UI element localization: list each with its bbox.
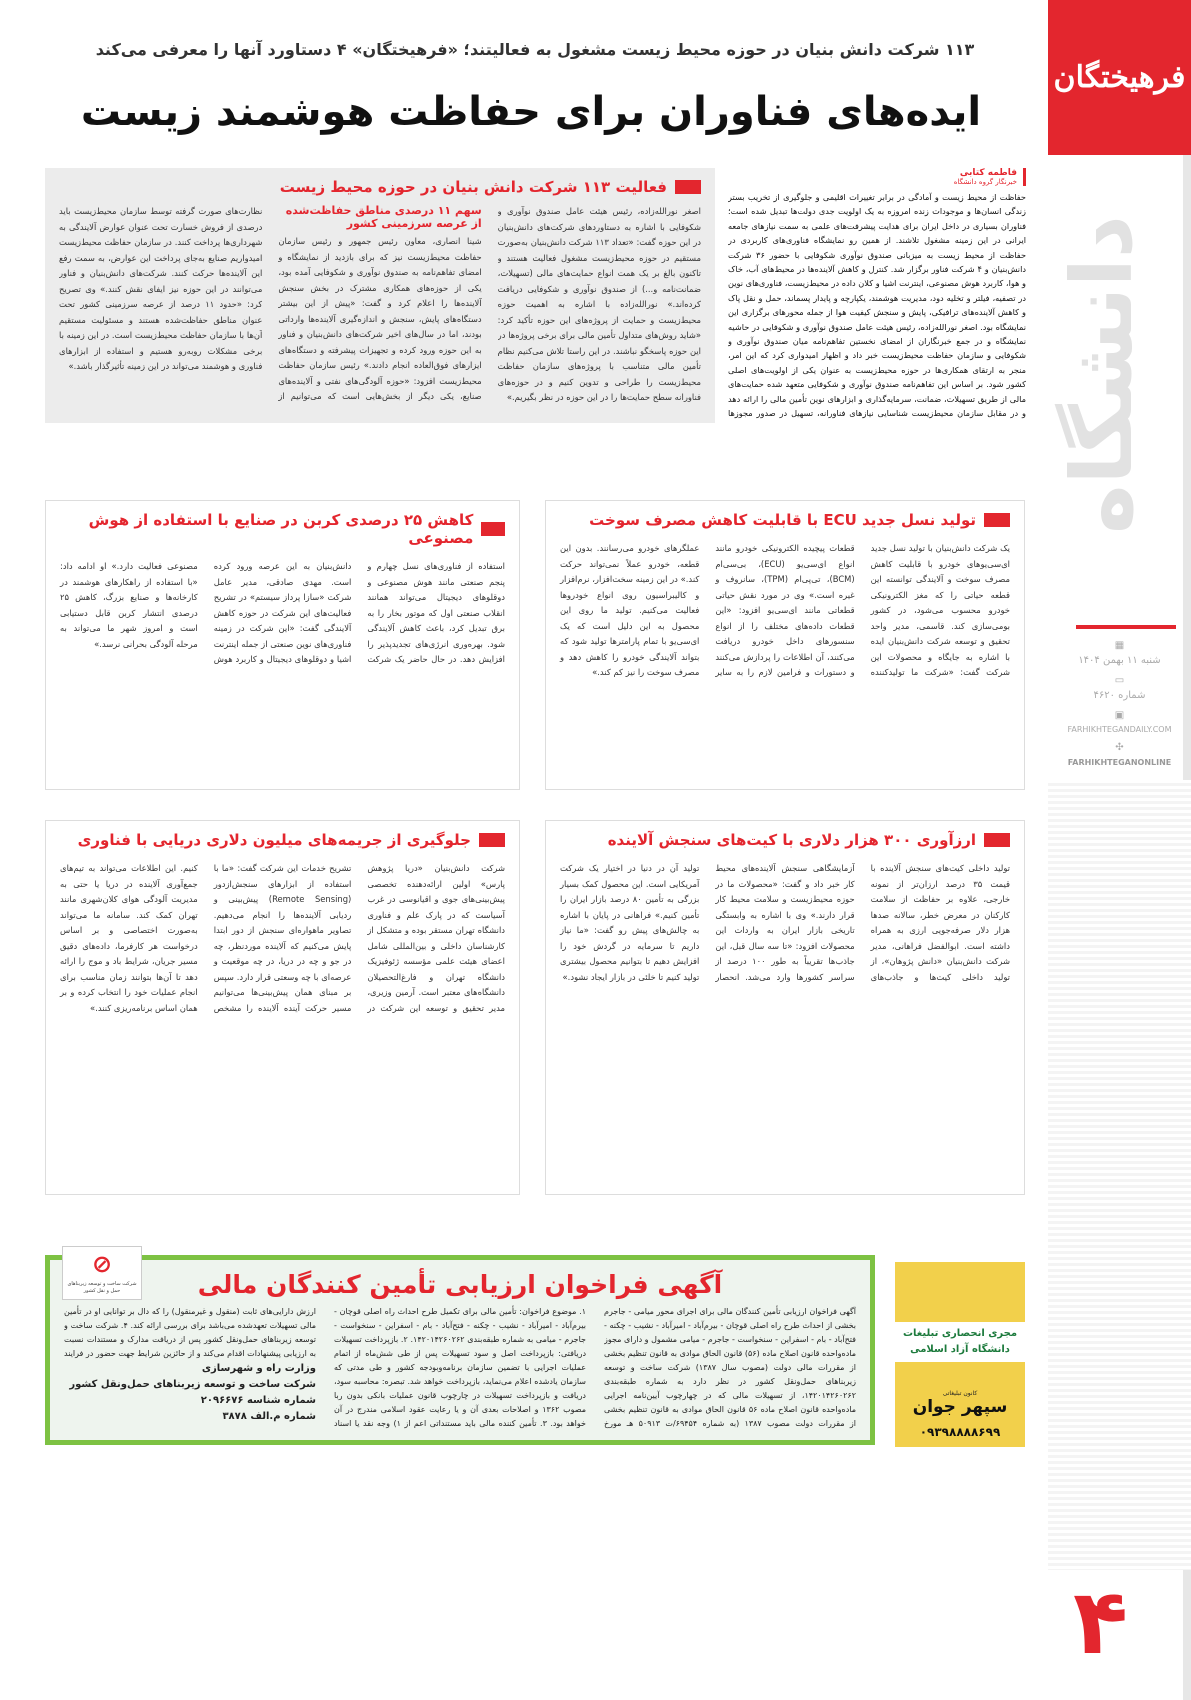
article-carbon xyxy=(45,500,520,790)
divider xyxy=(1076,625,1176,629)
agency-brand: سپهر جوان xyxy=(912,1397,1008,1417)
title-marker xyxy=(984,513,1010,527)
newspaper-logo: فرهیختگان xyxy=(1048,0,1191,155)
subtitle: ۱۱۳ شرکت دانش بنیان در حوزه محیط زیست مشغول به فعالیتند؛ «فرهیختگان» ۴ دستاورد آنها را معرفی می‌کند xyxy=(95,40,975,59)
website-link[interactable]: FARHIKHTEGANDAILY.COM xyxy=(1067,725,1172,734)
title-marker xyxy=(481,522,505,536)
headline: ایده‌های فناوران برای حفاظت هوشمند زیست xyxy=(80,89,982,135)
section-title: دانشگاه xyxy=(1053,215,1151,535)
article-text: استفاده از فناوری‌های نسل چهارم و پنجم صنعتی مانند هوش مصنوعی و دوقلوهای دیجیتال می‌تواند همانند انقلاب صنعتی اول که موتور بخار را به برق تبدیل کرد، باعث کاهش آلایندگی شود. بهره‌وری انرژی‌های تجدیدپذیر را افزایش دهد. در حال حاضر یک شرکت دانش‌بنیان به این عرصه ورود کرده است. مهدی صادقی، مدیر عامل شرکت «سازا پرداز سیستم» در تشریح فعالیت‌های این شرکت در حوزه کاهش آلایندگی گفت: «این شرکت در زمینه فناوری‌های نوین صنعتی از جمله اینترنت اشیا و دوقلوهای دیجیتال و کاربرد هوش مصنوعی فعالیت دارد.» او ادامه داد: «با استفاده از راهکارهای هوشمند در کارخانه‌ها و صنایع بزرگ، کاهش ۲۵ درصدی انتشار کربن قابل دستیابی است و امروز شهر ما می‌تواند به مرحله آلودگی بحرانی نرسد.» xyxy=(60,561,505,664)
agency-panel xyxy=(895,1262,1025,1447)
issue-date: شنبه ۱۱ بهمن ۱۴۰۴ xyxy=(1078,655,1161,666)
title-marker xyxy=(479,833,505,847)
feature-col-3: نظارت‌های صورت گرفته توسط سازمان محیط‌زیست باید درصدی از فروش خسارت تحت عنوان عوارض آلایندگی به شهرداری‌ها پرداخت کنند. در سازمان حفاظت محیط‌زیست امیدواریم صنایع به‌جای پرداخت این عوارض، به سمت رفع این آلاینده‌ها حرکت کنند. شرکت‌های دانش‌بنیان و فناور می‌توانند در این حوزه نیز ایفای نقش کنند.» وی تصریح کرد: «حدود ۱۱ درصد از عرصه سرزمینی کشور تحت عنوان مناطق حفاظت‌شده هستند و مسئولیت مستقیم آن‌ها با سازمان حفاظت محیط‌زیست است. در این زمینه با برخی مشکلات روبه‌رو هستیم و استفاده از ابزارهای فناوری و هوشمند می‌تواند در این زمینه تأثیرگذار باشد.» xyxy=(59,206,263,371)
web-icon: ▣ xyxy=(1114,710,1125,721)
company-logo: ⊘ شرکت ساخت و توسعه زیربناهای حمل و نقل کشور xyxy=(62,1246,142,1300)
calendar-icon: ▦ xyxy=(1114,640,1125,651)
social-handle[interactable]: FARHIKHTEGANONLINE xyxy=(1067,758,1172,767)
ad-signature-4: شماره م.الف ۳۸۷۸ xyxy=(222,1411,316,1422)
agency-line-2: دانشگاه آزاد اسلامی xyxy=(910,1344,1010,1355)
page-number: ۴ xyxy=(1073,1570,1128,1675)
feature-subhead: سهم ۱۱ درصدی مناطق حفاظت‌شده از عرصه سرزمینی کشور xyxy=(285,204,482,230)
lead-article xyxy=(728,168,1026,428)
masthead-sidebar xyxy=(1048,0,1191,1700)
article-title: تولید نسل جدید ECU با قابلیت کاهش مصرف سوخت xyxy=(589,511,976,529)
issue-number: شماره ۴۶۲۰ xyxy=(1093,690,1146,701)
ad-title: آگهی فراخوان ارزیابی تأمین کنندگان مالی xyxy=(197,1270,723,1299)
ad-signature-3: شماره شناسه ۲۰۹۶۶۷۶ xyxy=(200,1395,316,1406)
article-sensor-kits xyxy=(545,820,1025,1195)
feature-box xyxy=(45,168,715,423)
article-text: یک شرکت دانش‌بنیان با تولید نسل جدید ای‌سی‌یو‌های خودرو با قابلیت کاهش مصرف سوخت و آلایندگی توانسته این قطعه حیاتی را که مغز الکترونیکی خودرو محسوب می‌شود، در کشور بومی‌سازی کند. قاسمی، مدیر واحد تحقیق و توسعه شرکت دانش‌بنیان ایده با اشاره به جایگاه و محصولات این شرکت گفت: «شرکت ما تولیدکننده قطعات پیچیده الکترونیکی خودرو مانند انواع ای‌سی‌یو (ECU)، بی‌سی‌ام (BCM)، تی‌پی‌ام (TPM)، سانروف و غیره است.» وی در مورد نقش حیاتی قطعاتی مانند ای‌سی‌یو افزود: «این قطعات داده‌های مختلف را از انواع سنسورهای داخل خودرو دریافت می‌کنند، آن اطلاعات را پردازش می‌کنند و دستورات و فرامین لازم را به سایر عملگرهای خودرو می‌رسانند. بدون این قطعه، خودرو عملاً نمی‌تواند حرکت کند.» در این زمینه سخت‌افزار، نرم‌افزار و کالیبراسیون روی انواع خودروها فعالیت می‌کنیم. تولید ما روی این محصول به این دلیل است که یک ای‌سی‌یو با تمام پارامترها تولید شود که بتواند آلایندگی خودرو را کاهش دهد و مصرف سوخت را نیز کم کند.» xyxy=(560,543,1010,677)
feature-title: فعالیت ۱۱۳ شرکت دانش بنیان در حوزه محیط زیست xyxy=(45,168,715,204)
article-ecu xyxy=(545,500,1025,790)
ad-col-1: آگهی فراخوان ارزیابی تأمین کنندگان مالی برای اجرای محور میامی - جاجرم بخشی از احداث طرح راه اصلی قوچان - بیرم‌آباد - امیرآباد - نشیب - چکنه - فتح‌آباد - بام - اسفراین - سنخواست - جاجرم - میامی مشمول و دارای مجوز ماده‌واحده قانون اصلاح ماده (۵۶) قانون الحاق موادی به قانون تنظیم بخشی از مقررات مالی دولت (مصوب سال ۱۳۸۷) شرکت ساخت و توسعه زیربناهای حمل‌ونقل کشور در نظر دارد به شماره طبقه‌بندی ۱۴۲۰۱۴۲۶۰۲۶۲، از تسهیلات مالی که در چهارچوب آیین‌نامه اجرایی ماده‌واحده قانون اصلاح ماده ۵۶ قانون الحاق موادی به قانون تنظیم بخشی از مقررات دولت مصوب ۱۳۸۷ (به شماره ۶۹۴۵۴/ت ۵۰۹۱۳ هـ مورخ xyxy=(604,1307,856,1428)
article-title: جلوگیری از جریمه‌های میلیون دلاری دریایی با فناوری xyxy=(77,831,471,849)
author-name: فاطمه کتابی xyxy=(959,168,1017,178)
article-marine xyxy=(45,820,520,1195)
issue-icon: ▭ xyxy=(1114,675,1125,686)
ad-col-2: ۱. موضوع فراخوان: تأمین مالی برای تکمیل طرح احداث راه اصلی قوچان - بیرم‌آباد - امیرآباد - نشیب - چکنه - فتح‌آباد - بام - اسفراین - سنخواست - جاجرم - میامی به شماره طبقه‌بندی ۱۴۲۰۱۴۲۶۰۲۶۲. ۲. بازپرداخت تسهیلات دریافتی: بازپرداخت اصل و سود تسهیلات پس از طی شش‌ماه از اتمام عملیات اجرایی با تضمین سازمان برنامه‌وبودجه کشور و طی مدتی که سازمان یادشده اعلام می‌نماید، بازپرداخت خواهد شد. تبصره: محاسبه سود، دریافت و بازپرداخت تسهیلات در چارچوب قانون عملیات بانکی بدون ربا مصوب ۱۳۶۲ و اصلاحات بعدی آن و یا رعایت عقود اسلامی مندرج در آن خواهد بود. ۳. تأمین کننده مالی باید مستنداتی اعم از ۱) وجه نقد یا اسناد xyxy=(334,1307,586,1428)
ad-col-3: ارزش دارایی‌های ثابت (منقول و غیرمنقول) را که دال بر توانایی او در تأمین مالی تسهیلات تعهدشده می‌باشد برای بررسی ارائه کند. ۴. شرکت ساخت و توسعه زیربناهای حمل‌ونقل کشور پس از دریافت مدارک و مستندات نسبت به ارزیابی پیشنهادات اقدام می‌کند و از حائزین شرایط جهت حضور در فرایند وزارت راه و شهرسازی شرکت ساخت و توسعه زیربناهای حمل‌ونقل کشور شماره شناسه ۲۰۹۶۶۷۶ شماره م.الف ۳۸۷۸ xyxy=(64,1305,316,1431)
ad-notice xyxy=(45,1250,875,1445)
title-marker xyxy=(675,180,701,194)
article-title: کاهش ۲۵ درصدی کربن در صنایع با استفاده از هوش مصنوعی xyxy=(88,511,474,547)
feature-col-2: سهم ۱۱ درصدی مناطق حفاظت‌شده از عرصه سرزمینی کشور شینا انصاری، معاون رئیس جمهور و رئیس سازمان حفاظت محیط‌زیست نیز که برای بازدید از نمایشگاه و امضای تفاهم‌نامه به صندوق نوآوری و شکوفایی آمده بود، یکی از حوزه‌های همکاری مشترک در بخش سنجش آلاینده‌ها را اعلام کرد و گفت: «پیش از این بیشتر دستگاه‌های پایش، سنجش و اندازه‌گیری آلاینده‌ها وارداتی بودند، اما در سال‌های اخیر شرکت‌های دانش‌بنیان و فناور به این حوزه ورود کرده و تجهیزات پیشرفته و دستگاه‌های ایزارهای فوق‌العاده انجام دادند.» رئیس سازمان حفاظت محیط‌زیست افزود: «حوزه آلودگی‌های نفتی و آلاینده‌های صنایع، یکی دیگر از بخش‌هایی است که می‌توانیم از xyxy=(278,204,482,401)
ad-signature-1: وزارت راه و شهرسازی xyxy=(201,1363,316,1374)
author-role: خبرنگار گروه دانشگاه xyxy=(953,178,1017,186)
agency-small: کانون تبلیغاتی xyxy=(942,1390,978,1397)
social-icon: ✣ xyxy=(1115,742,1124,753)
decorative-pattern xyxy=(1048,780,1191,1570)
title-marker xyxy=(984,833,1010,847)
lead-text: حفاظت از محیط زیست و آمادگی در برابر تغییرات اقلیمی و جلوگیری از تخریب بستر زندگی انسان‌ها و موجودات زنده امروزه به یک اولویت جدی دولت‌ها تبدیل شده است؛ فناوران بسیاری در داخل ایران برای هدایت پیشرفت‌های علمی به سمت نیازهای جامعه ایرانی در این زمینه مشغول تلاشند. از همین رو نمایشگاه فناوری‌های کاربردی در حفاظت از محیط زیست به میزبانی صندوق نوآوری شکوفایی با حضور ۳۶ شرکت دانش‌بنیان و ۴ شرکت فناور برگزار شد. کنترل و کاهش آلاینده‌ها در محیط‌های آب، خاک و هوا، کاربرد هوش مصنوعی، اینترنت اشیا و کلان داده در محیط‌زیست، فناوری‌های نوین در تصفیه، فیلتر و تخلیه دود، مدیریت هوشمند، یکپارچه و پایدار پسماند، حمل و نقل پاک و کاهش آلاینده‌های ترافیکی، پایش و سنجش کیفیت هوا از جمله محورهای برگزاری این نمایشگاه بود. اصغر نورالله‌زاده، رئیس هیئت عامل صندوق نوآوری و شکوفایی در حاشیه نمایشگاه و در جمع خبرنگاران از امضای نخستین تفاهم‌نامه میان صندوق نوآوری و شکوفایی و سازمان حفاظت محیط‌زیست خبر داد و اظهار امیدواری کرد که این امر، منجر به ارتقای همکاری‌ها در حوزه محیط‌زیست به عنوان یکی از اولویت‌های اصلی کشور شود. بر اساس این تفاهم‌نامه صندوق نوآوری و شکوفایی متعهد شده حمایت‌های مالی از طریق تسهیلات، ضمانت، سرمایه‌گذاری و ابزارهای نوین تأمین مالی را ارائه دهد و در مقابل سازمان محیط‌زیست شناسایی نیازهای فناورانه، تسهیل در صدور مجوزها xyxy=(728,192,1026,419)
feature-col-1: اصغر نورالله‌زاده، رئیس هیئت عامل صندوق نوآوری و شکوفایی با اشاره به دستاوردهای شرکت‌های دانش‌بنیان در این حوزه گفت: «تعداد ۱۱۳ شرکت دانش‌بنیان به‌صورت مستقیم در حوزه محیط‌زیست مشغول فعالیت هستند و تاکنون بالغ بر یک همت انواع حمایت‌های مالی (تسهیلات، ضمانت‌نامه و...) از صندوق نوآوری و شکوفایی دریافت کرده‌اند.» نورالله‌زاده با اشاره به اهمیت حوزه محیط‌زیست و حمایت از پروژه‌های این حوزه تأکید کرد: «شاید روش‌های متداول تأمین مالی برای برخی پروژه‌ها در این حوزه پاسخگو نباشند. در این راستا تلاش می‌کنیم نظام تأمین مالی متناسب با پروژه‌های سازمان حفاظت محیط‌زیست را طراحی و تدوین کنیم و در حوزه‌های فناورانه سطح حمایت‌ها را در این حوزه در نظر بگیریم.» xyxy=(497,206,701,402)
agency-line-1: مجری انحصاری تبلیغات xyxy=(902,1328,1018,1339)
article-text: شرکت دانش‌بنیان «دریا پژوهش پارس» اولین ارائه‌دهنده تخصصی پیش‌بینی‌های جوی و اقیانوسی در غرب آسیاست که در پارک علم و فناوری دانشگاه تهران مستقر بوده و متشکل از کارشناسان داخلی و بین‌المللی شامل اعضای هیئت علمی مؤسسه ژئوفیزیک دانشگاه تهران و فارغ‌التحصیلان دانشگاه‌های معتبر است. آرمین وزیری، مدیر تحقیق و توسعه این شرکت در تشریح خدمات این شرکت گفت: «ما با استفاده از ابزارهای سنجش‌از‌دور (Remote Sensing) پیش‌بینی و ردیابی آلاینده‌ها را انجام می‌دهیم. تصاویر ماهواره‌ای سنجش از دور ابتدا پایش می‌کنیم که آلاینده موردنظر، چه در جو و چه در دریا، در چه موقعیت و عرصه‌ای با چه وسعتی قرار دارد. سپس بر مبنای همان پیش‌بینی‌ها می‌توانیم مسیر حرکت آینده آلاینده را مشخص کنیم. این اطلاعات می‌تواند به تیم‌های جمع‌آوری آلاینده در دریا یا حتی به مدیریت آلودگی هوای کلان‌شهری مانند تهران کمک کند. سامانه ما می‌تواند به‌صورت اختصاصی و بر اساس درخواست هر کارفرما، داده‌های دقیق مسیر جریان، شرایط باد و موج را ارائه دهد تا آن‌ها بتوانند زمان مناسب برای انجام عملیات خود را انتخاب کرده و بر همان اساس برنامه‌ریزی کنند.» xyxy=(60,863,505,1013)
agency-phone[interactable]: ۰۹۳۹۸۸۸۸۶۹۹ xyxy=(919,1425,1001,1439)
ad-signature-2: شرکت ساخت و توسعه زیربناهای حمل‌ونقل کشور xyxy=(69,1379,316,1390)
article-text: تولید داخلی کیت‌های سنجش آلاینده با قیمت ۳۵ درصد ارزان‌تر از نمونه خارجی، علاوه بر حفاظت از سلامت کارکنان در معرض خطر، سالانه صدها هزار دلار صرفه‌جویی ارزی به همراه داشته است. ابوالفضل فراهانی، مدیر شرکت دانش‌بنیان «دانش پژوهان»، از تولید داخلی کیت‌ها و جاذب‌های آزمایشگاهی سنجش آلاینده‌های محیط کار خبر داد و گفت: «محصولات ما در حوزه محیط‌زیست و سلامت محیط کار قرار دارند.» وی با اشاره به وابستگی تاریخی بازار ایران به واردات این محصولات افزود: «تا سه سال قبل، این جاذب‌ها تقریباً به طور ۱۰۰ درصد از سراسر کشورها وارد می‌شد. انحصار تولید آن در دنیا در اختیار یک شرکت آمریکایی است. این محصول کمک بسیار بزرگی به تأمین ۸۰ درصد بازار ایران را تأمین کنیم.» فراهانی در پایان با اشاره به چالش‌های پیش رو گفت: «ما نیاز داریم تا سرمایه در گردش خود را افزایش دهیم تا بتوانیم محصول بیشتری تولید کنیم تا خلئی در بازار ایجاد نشود.» xyxy=(560,863,1010,982)
article-title: ارزآوری ۳۰۰ هزار دلاری با کیت‌های سنجش آلاینده xyxy=(607,831,976,849)
